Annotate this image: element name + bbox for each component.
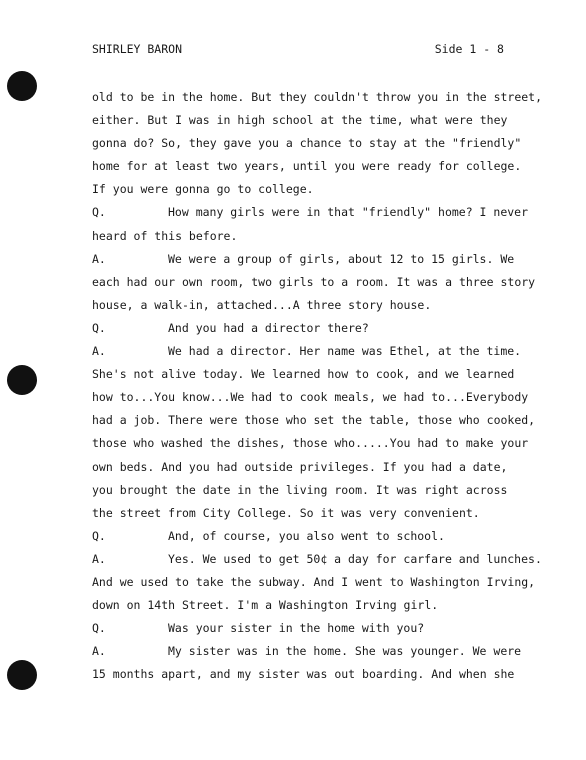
line-text: Yes. We used to get 50¢ a day for carfare and lunches. — [168, 551, 542, 566]
page-header — [92, 40, 504, 58]
speaker-label: A. — [92, 344, 106, 359]
transcript-line — [92, 432, 550, 455]
transcript-line — [92, 617, 550, 640]
line-text: gonna do? So, they gave you a chance to stay at the "friendly" — [92, 136, 522, 151]
transcript-line — [92, 663, 550, 686]
transcript-line — [92, 248, 550, 271]
line-text: own beds. And you had outside privileges. If you had a date, — [92, 459, 508, 474]
transcript-line — [92, 340, 550, 363]
transcript-line — [92, 132, 550, 155]
speaker-label: A. — [92, 551, 106, 566]
interviewee-name: SHIRLEY BARON — [92, 42, 183, 56]
transcript-line — [92, 594, 550, 617]
binder-hole-top — [7, 71, 37, 101]
speaker-label: Q. — [92, 205, 106, 220]
binder-hole-middle — [7, 365, 37, 395]
line-text: We had a director. Her name was Ethel, at the time. — [168, 344, 522, 359]
line-text: And we used to take the subway. And I went to Washington Irving, — [92, 574, 536, 589]
speaker-label: Q. — [92, 320, 106, 335]
line-text: 15 months apart, and my sister was out boarding. And when she — [92, 667, 515, 682]
line-text: And you had a director there? — [168, 320, 369, 335]
transcript-line — [92, 109, 550, 132]
binder-hole-bottom — [7, 660, 37, 690]
transcript-line — [92, 86, 550, 109]
transcript-line — [92, 271, 550, 294]
line-text: old to be in the home. But they couldn't throw you in the street, — [92, 90, 543, 104]
line-text: If you were gonna go to college. — [92, 182, 314, 197]
transcript-line — [92, 201, 550, 224]
transcript-body — [92, 86, 550, 686]
transcript-line — [92, 548, 550, 571]
transcript-line — [92, 456, 550, 479]
line-text: how to...You know...We had to cook meals, we had to...Everybody — [92, 390, 529, 405]
line-text: the street from City College. So it was very convenient. — [92, 505, 480, 520]
line-text: either. But I was in high school at the time, what were they — [92, 113, 508, 128]
transcript-line — [92, 409, 550, 432]
line-text: And, of course, you also went to school. — [168, 528, 445, 543]
line-text: each had our own room, two girls to a room. It was a three story — [92, 274, 536, 289]
line-text: She's not alive today. We learned how to cook, and we learned — [92, 367, 515, 382]
transcript-line — [92, 155, 550, 178]
speaker-label: Q. — [92, 528, 106, 543]
line-text: How many girls were in that "friendly" home? I never — [168, 205, 529, 220]
transcript-line — [92, 502, 550, 525]
line-text: had a job. There were those who set the table, those who cooked, — [92, 413, 536, 428]
line-text: heard of this before. — [92, 228, 238, 243]
transcript-line — [92, 178, 550, 201]
speaker-label: Q. — [92, 621, 106, 636]
speaker-label: A. — [92, 644, 106, 659]
transcript-line — [92, 294, 550, 317]
transcript-line — [92, 363, 550, 386]
speaker-label: A. — [92, 251, 106, 266]
line-text: those who washed the dishes, those who.....You had to make your — [92, 436, 529, 451]
transcript-line — [92, 571, 550, 594]
transcript-line — [92, 640, 550, 663]
transcript-line — [92, 479, 550, 502]
transcript-line — [92, 386, 550, 409]
line-text: house, a walk-in, attached...A three story house. — [92, 297, 432, 312]
transcript-line — [92, 225, 550, 248]
transcript-line — [92, 525, 550, 548]
line-text: home for at least two years, until you were ready for college. — [92, 159, 522, 174]
line-text: you brought the date in the living room. It was right across — [92, 482, 508, 497]
transcript-line — [92, 317, 550, 340]
line-text: Was your sister in the home with you? — [168, 621, 425, 636]
page-number: Side 1 - 8 — [434, 42, 504, 56]
line-text: down on 14th Street. I'm a Washington Irving girl. — [92, 598, 439, 613]
line-text: My sister was in the home. She was younger. We were — [168, 644, 522, 659]
line-text: We were a group of girls, about 12 to 15 girls. We — [168, 251, 515, 266]
